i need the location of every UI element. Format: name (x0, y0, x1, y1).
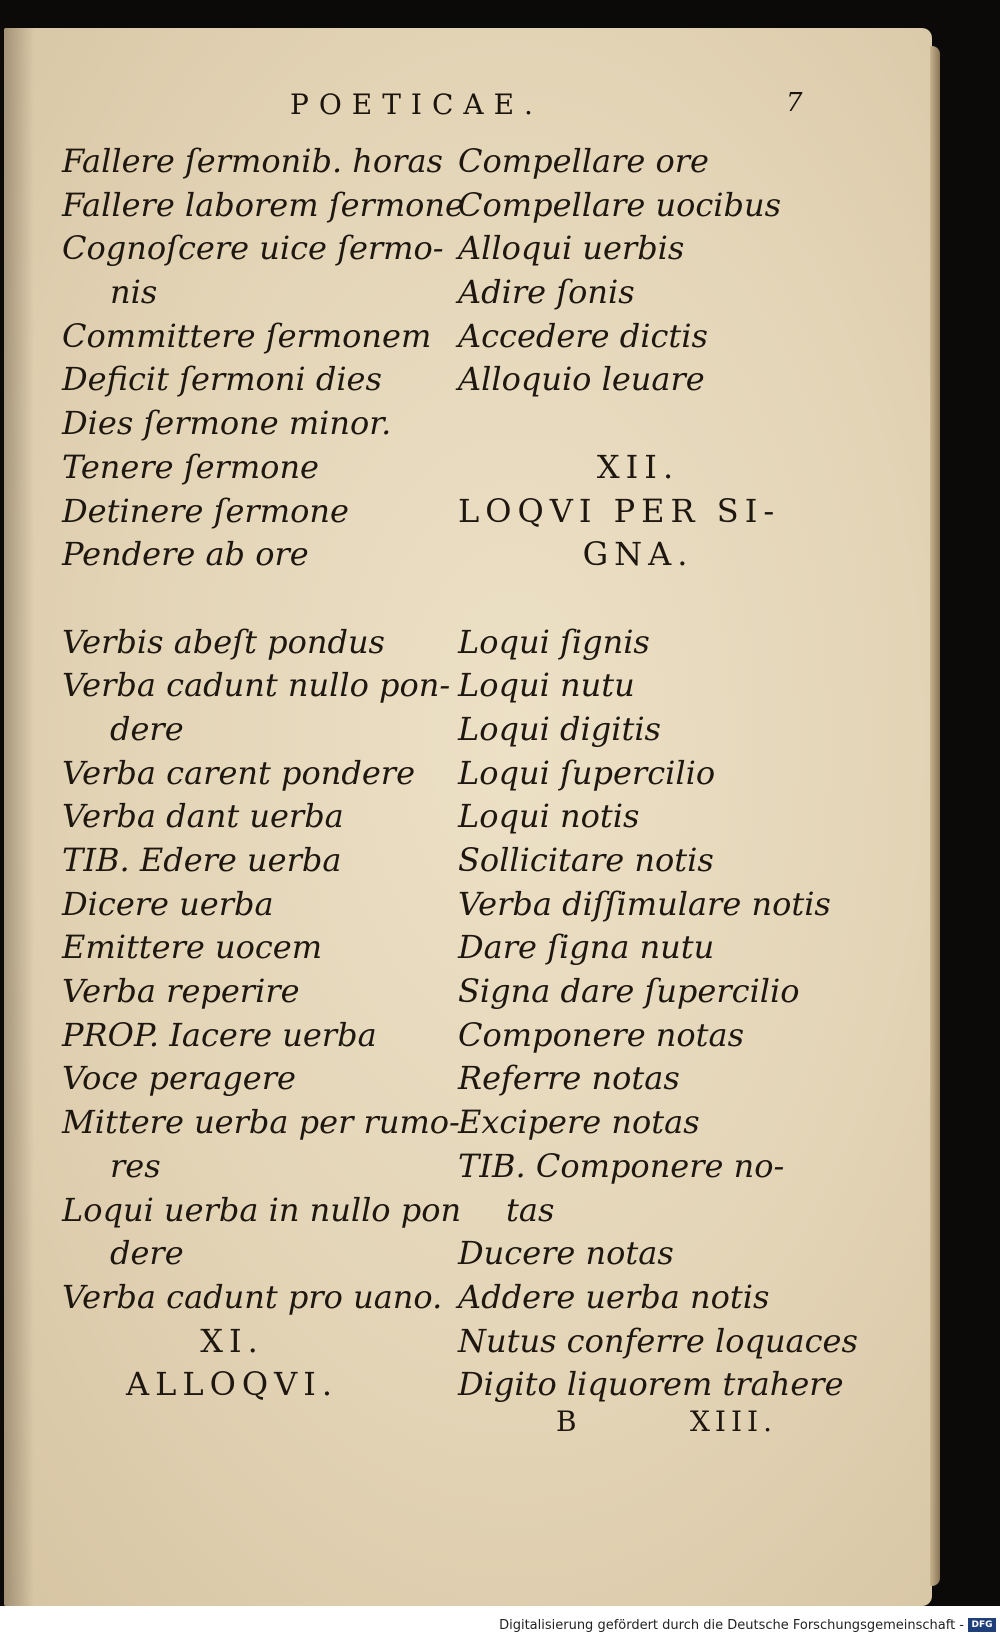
line: PROP. Iacere uerba (62, 1015, 377, 1054)
line: Verba cadunt nullo pon- (62, 666, 451, 705)
line: Mittere uerba per rumo- (62, 1103, 460, 1142)
section-heading: ALLOQVI. (126, 1365, 338, 1404)
dfg-logo: DFG (968, 1618, 996, 1632)
line: Verba reperire (62, 972, 300, 1011)
line: nis (110, 273, 158, 312)
line: Componere notas (458, 1015, 745, 1054)
section-heading: LOQVI PER SI- (458, 491, 781, 530)
line: Loqui ſupercilio (458, 753, 716, 792)
section-heading: GNA. (582, 535, 694, 574)
line: tas (506, 1190, 555, 1229)
line: Tenere ſermone (62, 447, 319, 486)
line: Loqui ſignis (458, 622, 650, 661)
page-edge (930, 46, 940, 1586)
line: Verba carent pondere (62, 753, 416, 792)
line: Dicere uerba (62, 884, 274, 923)
line: res (110, 1146, 161, 1185)
line: Signa dare ſupercilio (458, 972, 800, 1011)
left-column (62, 140, 464, 1407)
page-gutter (4, 28, 34, 1606)
footer-bar (0, 1606, 1000, 1646)
line: Pendere ab ore (62, 535, 309, 574)
line: Alloqui uerbis (458, 229, 685, 268)
line: Compellare ore (458, 142, 709, 180)
right-column (458, 140, 858, 1407)
catchword: XIII. (690, 1405, 778, 1438)
line: Excipere notas (458, 1103, 700, 1142)
line: Loqui digitis (458, 709, 661, 748)
line: Verbis abeſt pondus (62, 622, 385, 661)
line: Fallere laborem ſermone (62, 185, 464, 224)
line: TIB. Componere no- (458, 1146, 785, 1185)
line: Verba diſſimulare notis (458, 884, 831, 923)
blank-line (458, 402, 858, 446)
line: Adire ſonis (458, 273, 635, 312)
line: Voce peragere (62, 1059, 296, 1098)
line: Addere uerba notis (458, 1277, 770, 1316)
line: Verba dant uerba (62, 797, 344, 836)
line: Detinere ſermone (62, 491, 349, 530)
line: Dies ſermone minor. (62, 404, 392, 443)
line: Ducere notas (458, 1234, 674, 1273)
line: Emittere uocem (62, 928, 323, 967)
section-number: XII. (596, 447, 680, 486)
line: Alloquio leuare (458, 360, 705, 399)
line: Compellare uocibus (458, 185, 782, 224)
line: Verba cadunt pro uano. (62, 1277, 443, 1316)
line: Accedere dictis (458, 316, 708, 355)
line: Nutus conferre loquaces (458, 1321, 858, 1360)
line: Digito liquorem trahere (458, 1365, 844, 1404)
footer-credit: Digitalisierung gefördert durch die Deutsche Forschungsgemeinschaft - (499, 1618, 964, 1633)
line: dere (110, 709, 184, 748)
blank-line (458, 577, 858, 621)
line: Loqui nutu (458, 666, 635, 705)
line: dere (110, 1234, 184, 1273)
line: Sollicitare notis (458, 841, 714, 879)
line: TIB. Edere uerba (62, 841, 342, 879)
line: Fallere ſermonib. horas (62, 142, 443, 180)
line: Deficit ſermoni dies (62, 360, 382, 399)
blank-line (62, 577, 442, 621)
signature-mark: B (556, 1405, 577, 1438)
running-header: POETICAE. (290, 88, 543, 121)
page-number: 7 (786, 88, 803, 118)
line: Dare ſigna nutu (458, 928, 715, 967)
line: Loqui notis (458, 797, 640, 836)
section-number: XI. (200, 1321, 264, 1360)
line: Cognoſcere uice ſermo- (62, 229, 444, 268)
line: Loqui uerba in nullo pon (62, 1190, 462, 1229)
line: Committere ſermonem (62, 316, 432, 355)
line: Referre notas (458, 1059, 680, 1098)
